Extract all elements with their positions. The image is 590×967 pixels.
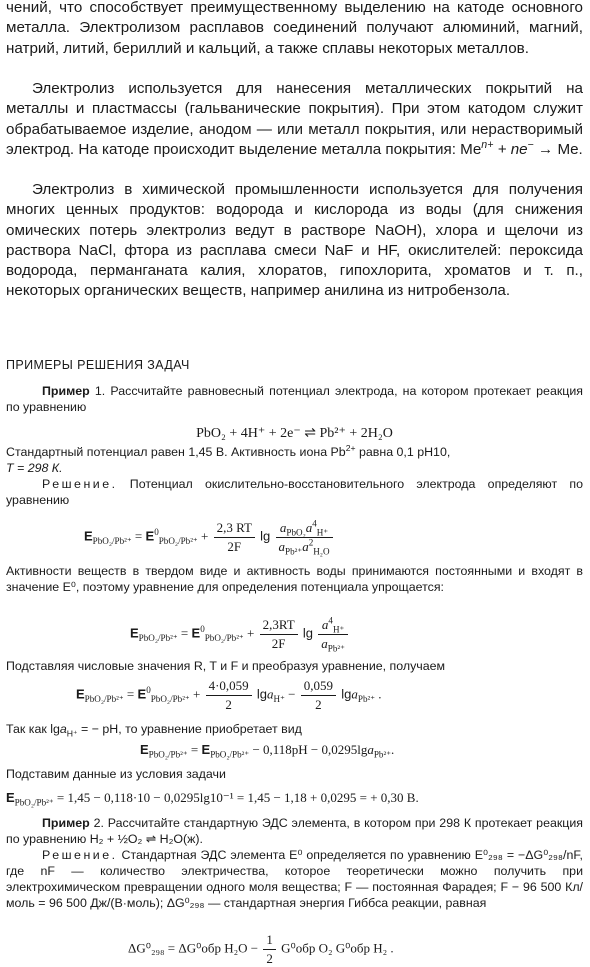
substitute-data-note: Подставим данные из условия задачи: [6, 767, 226, 781]
paragraph-cathode: чений, что способствует преимущественному выделению на катоде основного металла. Электролизом расплавов соединений получают алюминий, магний, натрий, литий, бериллий и кальций, а также сплавы некоторых металлов.: [6, 0, 583, 57]
equation-2: $E_{PbO_2/Pb^{2+}} = E^0_{PbO_2/Pb^{2+}}$ + $\frac{2,3RT}{2F}$ lg $\frac{a^4_{H^+}}{a_{Pb^{2+}}}$: [130, 617, 350, 652]
section-heading: ПРИМЕРЫ РЕШЕНИЯ ЗАДАЧ: [6, 358, 190, 372]
example-1-given: Стандартный потенциал равен 1,45 В. Активность иона $Pb^{2+}$ равна 0,1 pH10, T = 298 К.: [6, 442, 451, 475]
paragraph-chemical-industry: Электролиз в химической промышленности используется для получения многих ценных продуктов: водорода и кислорода из воды (для снижения омических потерь электролиз ведут в растворе NaOH), хлора и щелочи из раствора NaCl, фтора из расплава смеси NaF и HF, окислителей: пероксида водорода, перманганата калия, хлоратов, гипохлорита, хроматов и т. п., некоторых органических веществ, например анилина из нитробензола.: [6, 181, 583, 300]
example-1-reaction: PbO₂ + 4H⁺ + 2e⁻ ⇌ Pb²⁺ + 2H₂O: [196, 426, 393, 441]
equation-5: $E_{PbO_2/Pb^{2+}} = 1,45 - 0,118\cdot 10 - 0,0295\lg 10^{-1} = 1,45 - 1,18 + 0,0295$ = + 0,30 В.: [6, 790, 419, 808]
example-2-solution: Решение. Стандартная ЭДС элемента E⁰ определяется по уравнению E⁰₂₉₈ = −ΔG⁰₂₉₈/nF, где nF — количество электричества, которое теоретически можно получить при электрохимическом превращении одного моля вещества; F — постоянная Фарадея; F − 96 500 Кл/моль = 96 500 Дж/(В·моль); ΔG⁰₂₉₈ — стандартная энергия Гиббса реакции, равная: [6, 848, 583, 910]
example-1-solution: Решение. Потенциал окислительно-восстановительного электрода определяют по уравнению: [6, 477, 583, 507]
example-2-statement: Пример 2. Рассчитайте стандартную ЭДС элемента, в котором при 298 К протекает реакция по уравнению H₂ + ½O₂ ⇌ H₂O(ж).: [6, 816, 583, 846]
activity-note: Активности веществ в твердом виде и активность воды принимаются постоянными и входят в значение E⁰, поэтому уравнение для определения потенциала упрощается:: [6, 564, 583, 594]
equation-4: $E_{PbO_2/Pb^{2+}} = E_{PbO_2/Pb^{2+}} - 0,118pH - 0,0295\lg a_{Pb^{2+}}$.: [140, 742, 395, 760]
equation-6: ΔG⁰₂₉₈ = ΔG⁰обр H₂O − $\frac{1}{2}$ G⁰обр O₂ G⁰обр H₂ .: [128, 932, 394, 966]
substitution-note: Подставляя числовые значения R, T и F и преобразуя уравнение, получаем: [6, 659, 446, 673]
ph-note: Так как lga$_{H^+}$ = − pH, то уравнение приобретает вид: [6, 722, 302, 739]
example-1-statement: Пример 1. Рассчитайте равновесный потенциал электрода, на котором протекает реакция по уравнению: [6, 384, 583, 414]
paragraph-galvanic: Электролиз используется для нанесения металлических покрытий на металлы и пластмассы (гальванические покрытия). При этом катодом служит обрабатываемое изделие, анодом — или металл покрытия, или нерастворимый электрод. На катоде происходит выделение металла покрытия: $Me^{n+} + ne^- \to Me$.: [6, 80, 583, 158]
equation-1: $E_{PbO_2/Pb^{2+}} = E^0_{PbO_2/Pb^{2+}}$ + $\frac{2,3 RT}{2F}$ lg $\frac{a_{PbO_2}a^4_{H^+}}{a_{Pb^{2+}}a^2_{H_2O}}$: [84, 520, 335, 555]
equation-3: $E_{PbO_2/Pb^{2+}} = E^0_{PbO_2/Pb^{2+}}$ + $\frac{4\cdot 0,059}{2}$ lga$_{H^+}$ − $\frac{0,059}{2}$ lga$_{Pb^{2+}}$ .: [76, 678, 382, 712]
